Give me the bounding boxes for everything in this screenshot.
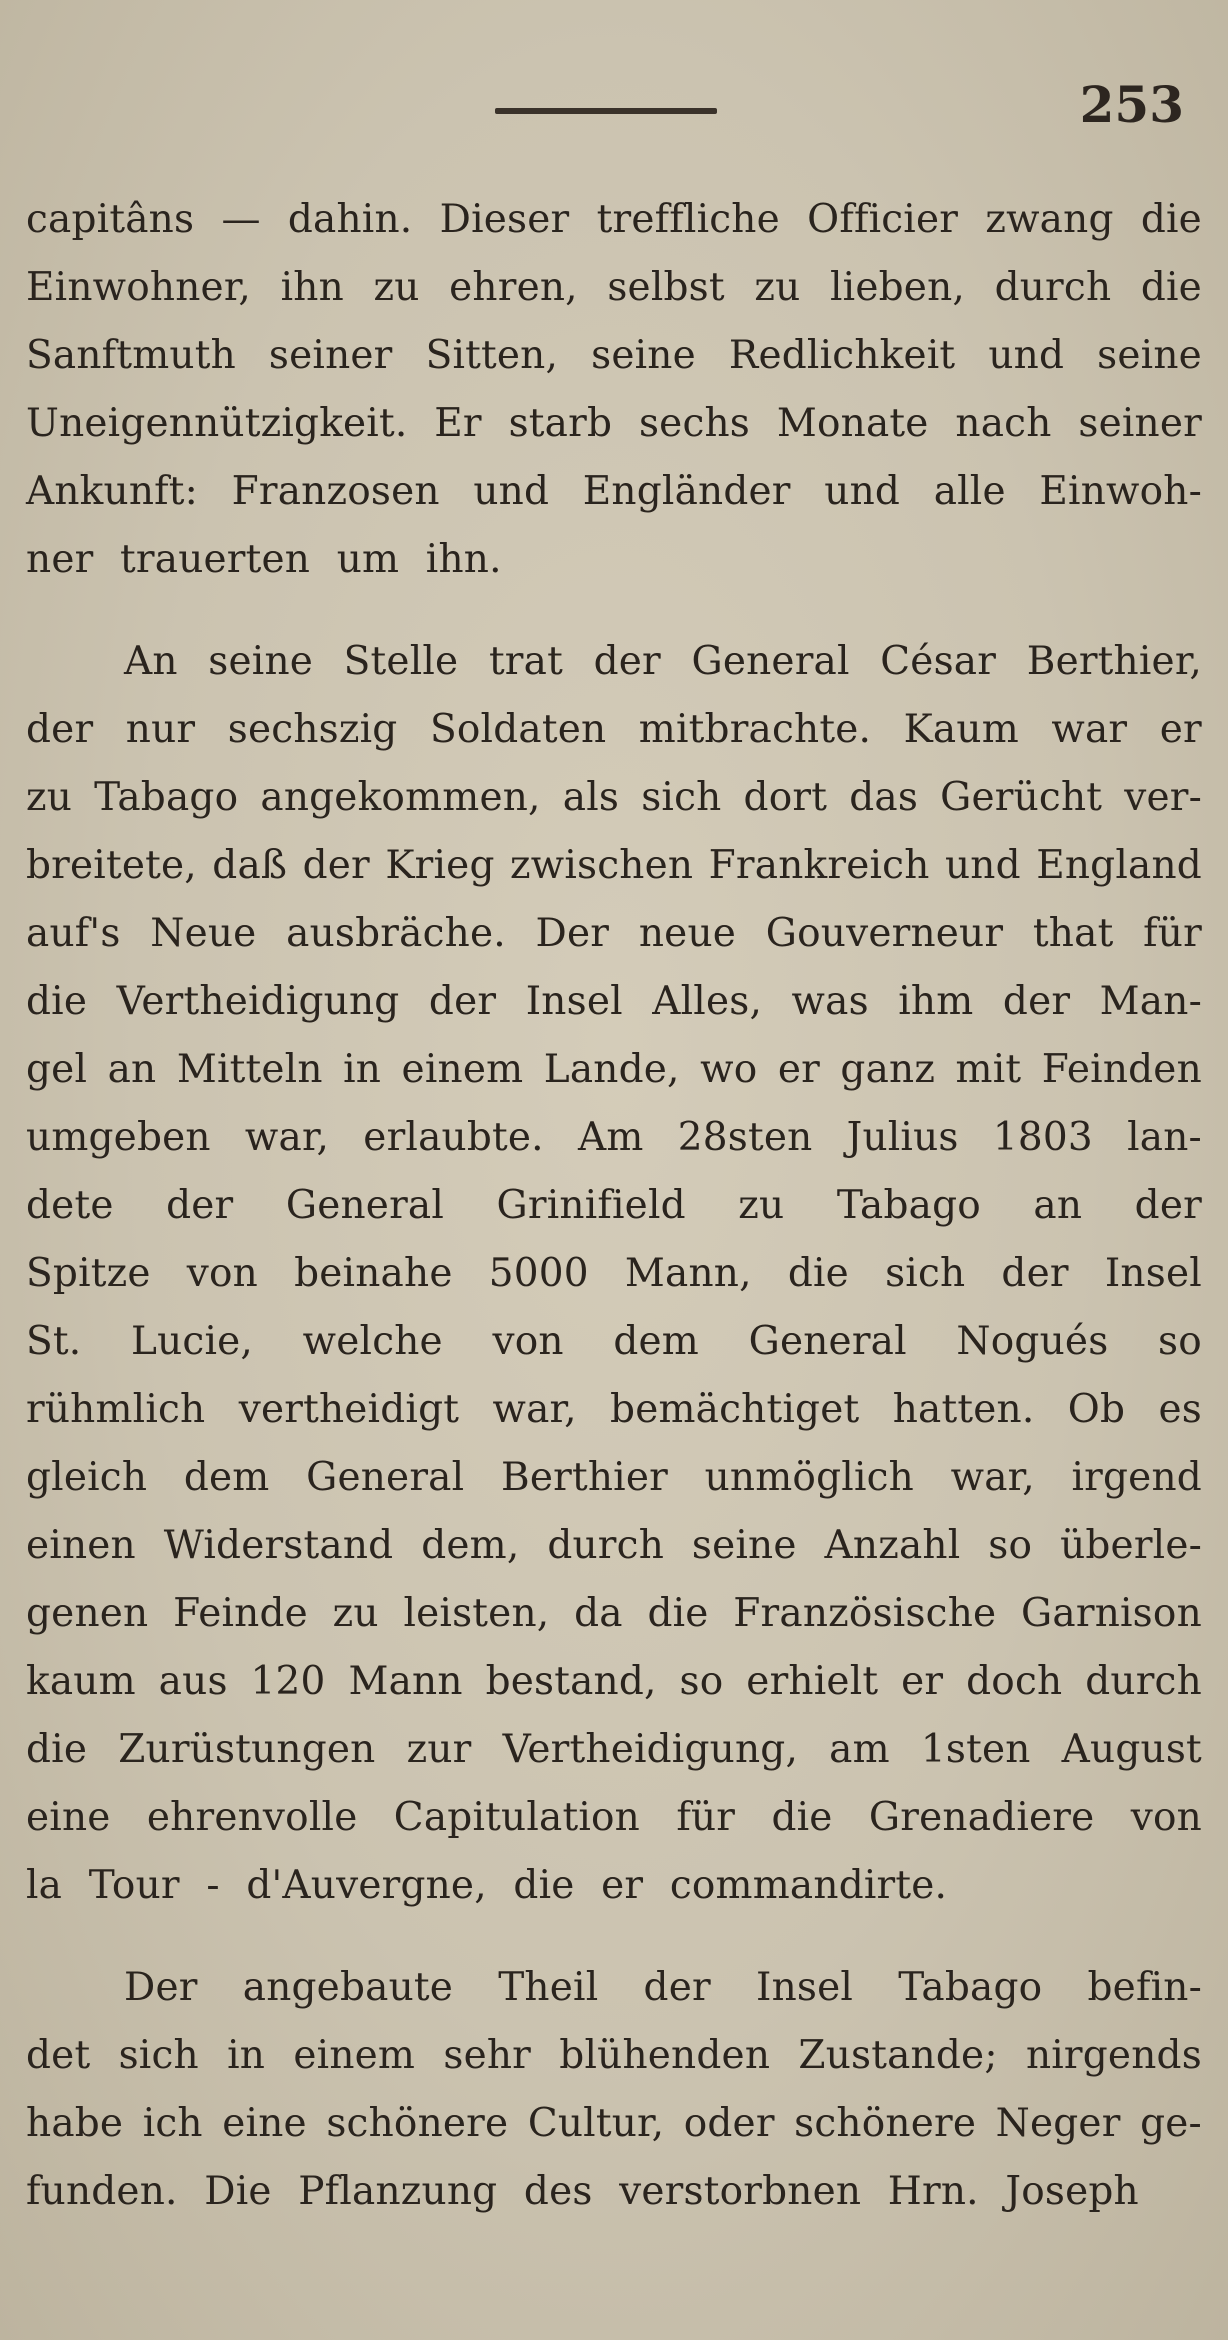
text-line: zu Tabago angekommen, als sich dort das Gerücht ver-	[26, 775, 1202, 820]
page-text	[26, 186, 1202, 2226]
text-line: la Tour - d'Auvergne, die er commandirte.	[26, 1863, 948, 1908]
text-line: die Vertheidigung der Insel Alles, was ihm der Man-	[26, 979, 1202, 1024]
text-line: die Zurüstungen zur Vertheidigung, am 1sten August	[26, 1727, 1202, 1772]
text-line: einen Widerstand dem, durch seine Anzahl so überle-	[26, 1523, 1202, 1568]
text-line: Ankunft: Franzosen und Engländer und alle Einwoh-	[26, 469, 1202, 514]
text-line: ner trauerten um ihn.	[26, 537, 502, 582]
text-line: gleich dem General Berthier unmöglich war, irgend	[26, 1455, 1202, 1500]
text-line: breitete, daß der Krieg zwischen Frankreich und England	[26, 843, 1202, 888]
text-line: der nur sechszig Soldaten mitbrachte. Kaum war er	[26, 707, 1202, 752]
text-line: Uneigennützigkeit. Er starb sechs Monate nach seiner	[26, 401, 1202, 446]
text-line: gel an Mitteln in einem Lande, wo er ganz mit Feinden	[26, 1047, 1202, 1092]
text-line: eine ehrenvolle Capitulation für die Grenadiere von	[26, 1795, 1202, 1840]
text-line: Sanftmuth seiner Sitten, seine Redlichkeit und seine	[26, 333, 1202, 378]
text-line: An seine Stelle trat der General César Berthier,	[124, 639, 1202, 684]
text-line: capitâns — dahin. Dieser treffliche Officier zwang die	[26, 197, 1202, 242]
text-line: St. Lucie, welche von dem General Nogués so	[26, 1319, 1202, 1364]
text-line: Spitze von beinahe 5000 Mann, die sich der Insel	[26, 1251, 1202, 1296]
text-line: auf's Neue ausbräche. Der neue Gouverneur that für	[26, 911, 1202, 956]
text-line: Der angebaute Theil der Insel Tabago befin-	[124, 1965, 1202, 2010]
text-line: umgeben war, erlaubte. Am 28sten Julius 1803 lan-	[26, 1115, 1202, 1160]
text-line: Einwohner, ihn zu ehren, selbst zu lieben, durch die	[26, 265, 1202, 310]
page-number: 253	[1079, 75, 1184, 134]
text-line: genen Feinde zu leisten, da die Französische Garnison	[26, 1591, 1202, 1636]
header-rule	[495, 108, 717, 114]
text-line: rühmlich vertheidigt war, bemächtiget hatten. Ob es	[26, 1387, 1202, 1432]
paragraph-1	[26, 186, 1202, 594]
paragraph-2	[26, 628, 1202, 1920]
text-line: det sich in einem sehr blühenden Zustande; nirgends	[26, 2033, 1202, 2078]
text-line: habe ich eine schönere Cultur, oder schönere Neger ge-	[26, 2101, 1202, 2146]
text-line: dete der General Grinifield zu Tabago an der	[26, 1183, 1202, 1228]
text-line: kaum aus 120 Mann bestand, so erhielt er doch durch	[26, 1659, 1202, 1704]
paragraph-3	[26, 1954, 1202, 2226]
text-line: funden. Die Pflanzung des verstorbnen Hrn. Joseph	[26, 2169, 1139, 2214]
